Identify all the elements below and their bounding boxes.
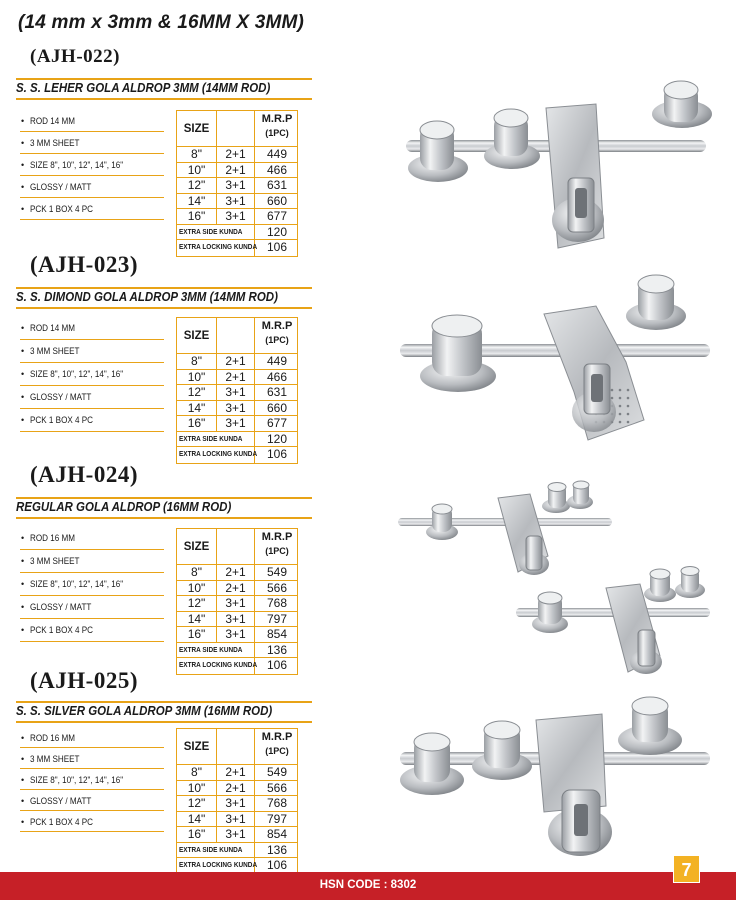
product-title: S. S. DIMOND GOLA ALDROP 3MM (14MM ROD): [16, 290, 278, 304]
hsn-code: HSN CODE : 8302: [319, 879, 417, 891]
feature-item: • PCK 1 BOX 4 PC: [16, 199, 164, 221]
feature-item: • SIZE 8", 10", 12", 14", 16": [16, 364, 164, 387]
extra-row: EXTRA SIDE KUNDA 120: [177, 432, 297, 448]
product-title: S. S. LEHER GOLA ALDROP 3MM (14MM ROD): [16, 81, 271, 95]
table-row: 12" 3+1 768: [177, 596, 297, 612]
size-header: SIZE: [177, 111, 217, 147]
feature-item: • ROD 16 MM: [16, 728, 164, 749]
extra-row: EXTRA SIDE KUNDA 120: [177, 225, 297, 241]
size-header: SIZE: [177, 318, 217, 354]
table-row: 10" 2+1 466: [177, 163, 297, 179]
product-title: S. S. SILVER GOLA ALDROP 3MM (16MM ROD): [16, 704, 273, 718]
size-header: SIZE: [177, 729, 217, 765]
mrp-subheader: (1PC): [265, 335, 289, 345]
product-code: (AJH-023): [30, 252, 138, 277]
extra-row: EXTRA SIDE KUNDA 136: [177, 843, 297, 859]
table-row: 8" 2+1 549: [177, 565, 297, 581]
table-row: 16" 3+1 854: [177, 627, 297, 643]
feature-list: [16, 728, 164, 833]
page-heading: (14 mm x 3mm & 16MM X 3MM): [18, 12, 305, 33]
product-code: (AJH-022): [30, 46, 120, 67]
aldrop-product-image: [398, 272, 718, 452]
extra-row: EXTRA LOCKING KUNDA 106: [179, 240, 288, 254]
price-table: [176, 110, 298, 257]
table-row: 16" 3+1 677: [177, 416, 297, 432]
feature-item: • SIZE 8", 10", 12", 14", 16": [16, 770, 164, 791]
feature-item: • PCK 1 BOX 4 PC: [16, 410, 164, 433]
feature-list: [16, 111, 164, 221]
price-table: [176, 317, 298, 464]
extra-row: EXTRA LOCKING KUNDA 106: [179, 658, 288, 672]
price-table: [176, 528, 298, 675]
product-code: (AJH-024): [30, 462, 138, 487]
size-header: SIZE: [177, 529, 217, 565]
feature-item: • PCK 1 BOX 4 PC: [16, 812, 164, 833]
feature-item: • SIZE 8", 10", 12", 14", 16": [16, 155, 164, 177]
extra-row: EXTRA SIDE KUNDA 136: [177, 643, 297, 659]
mrp-header: M.R.P: [261, 113, 293, 125]
aldrop-product-image: [396, 686, 716, 868]
feature-list: [16, 528, 164, 643]
extra-row: EXTRA LOCKING KUNDA 106: [179, 447, 288, 461]
table-row: 10" 2+1 566: [177, 581, 297, 597]
product-code: (AJH-025): [30, 668, 138, 693]
price-table: [176, 728, 298, 875]
mrp-header: M.R.P: [261, 320, 293, 332]
table-row: 16" 3+1 677: [177, 209, 297, 225]
table-row: 12" 3+1 631: [177, 178, 297, 194]
product-title-bar: [16, 497, 312, 519]
feature-item: • ROD 14 MM: [16, 111, 164, 133]
table-row: 14" 3+1 660: [177, 401, 297, 417]
feature-item: • PCK 1 BOX 4 PC: [16, 620, 164, 643]
feature-item: • SIZE 8", 10", 12", 14", 16": [16, 574, 164, 597]
product-title-bar: [16, 287, 312, 309]
mrp-header: M.R.P: [261, 731, 293, 743]
table-row: 16" 3+1 854: [177, 827, 297, 843]
mrp-subheader: (1PC): [265, 546, 289, 556]
table-row: 14" 3+1 797: [177, 812, 297, 828]
feature-item: • 3 MM SHEET: [16, 133, 164, 155]
feature-item: • GLOSSY / MATT: [16, 791, 164, 812]
aldrop-product-image: [400, 78, 720, 258]
mrp-header: M.R.P: [261, 531, 293, 543]
feature-item: • 3 MM SHEET: [16, 551, 164, 574]
table-row: 8" 2+1 449: [177, 354, 297, 370]
table-row: 8" 2+1 449: [177, 147, 297, 163]
feature-item: • 3 MM SHEET: [16, 749, 164, 770]
product-title-bar: [16, 78, 312, 100]
product-title: REGULAR GOLA ALDROP (16MM ROD): [16, 500, 232, 514]
feature-item: • GLOSSY / MATT: [16, 177, 164, 199]
mrp-subheader: (1PC): [265, 746, 289, 756]
table-row: 10" 2+1 466: [177, 370, 297, 386]
table-row: 14" 3+1 797: [177, 612, 297, 628]
table-row: 8" 2+1 549: [177, 765, 297, 781]
feature-item: • 3 MM SHEET: [16, 341, 164, 364]
table-row: 12" 3+1 631: [177, 385, 297, 401]
page-number: 7: [673, 855, 700, 883]
aldrop-product-image: [514, 560, 714, 680]
mrp-subheader: (1PC): [265, 128, 289, 138]
feature-item: • GLOSSY / MATT: [16, 597, 164, 620]
product-title-bar: [16, 701, 312, 723]
table-row: 12" 3+1 768: [177, 796, 297, 812]
feature-list: [16, 318, 164, 433]
feature-item: • ROD 14 MM: [16, 318, 164, 341]
table-row: 10" 2+1 566: [177, 781, 297, 797]
feature-item: • GLOSSY / MATT: [16, 387, 164, 410]
table-row: 14" 3+1 660: [177, 194, 297, 210]
feature-item: • ROD 16 MM: [16, 528, 164, 551]
extra-row: EXTRA LOCKING KUNDA 106: [179, 858, 288, 872]
